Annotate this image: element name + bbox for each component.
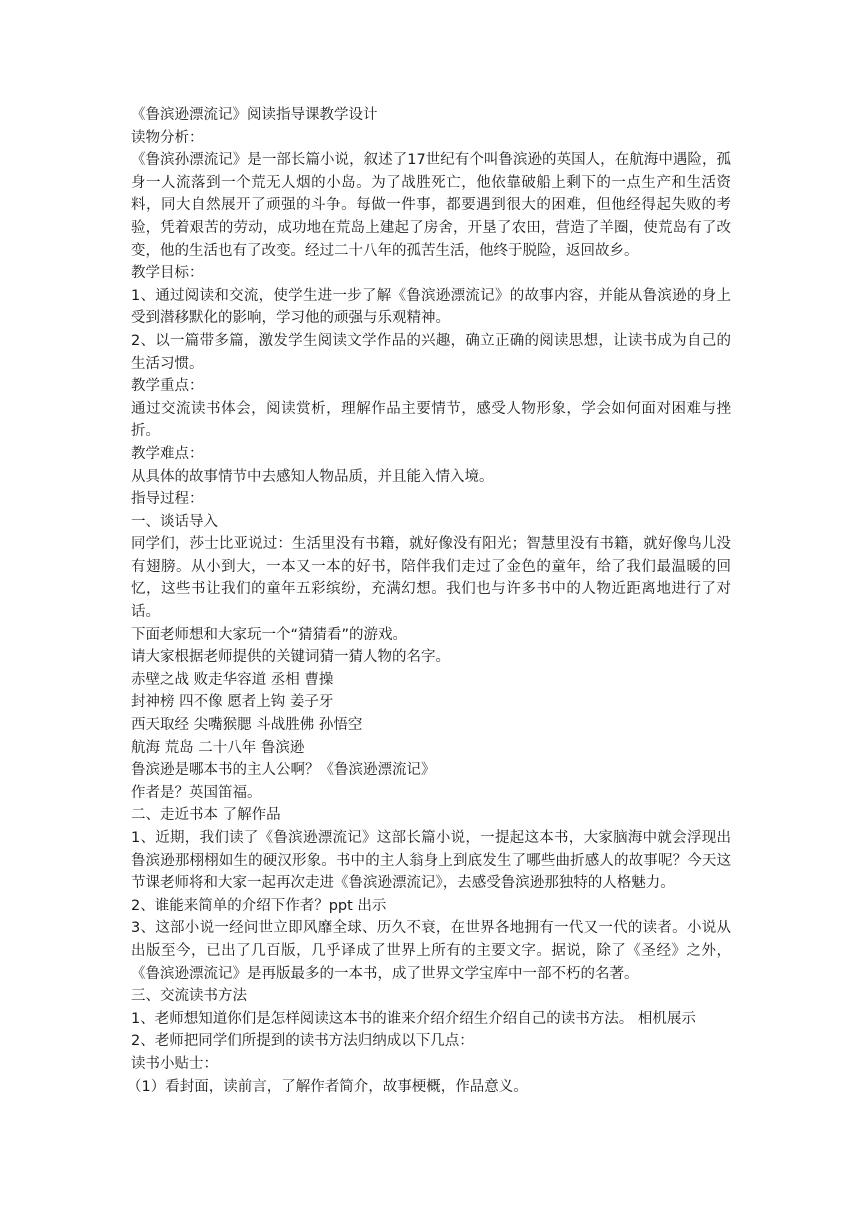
key-points-paragraph: 通过交流读书体会，阅读赏析，理解作品主要情节，感受人物形象，学会如何面对困难与挫折。 [131, 400, 731, 440]
question-line-author: 作者是？英国笛福。 [131, 784, 262, 801]
section-heading-process: 指导过程： [131, 491, 204, 508]
part2-item-3: 3、这部小说一经问世立即风靡全球、历久不衰，在世界各地拥有一代又一代的读者。小说从出版至今，已出了几百版，几乎译成了世界上所有的主要文字。据说，除了《圣经》之外，《鲁滨逊漂流记》是再版最多的一本书，成了世界文学宝库中一部不朽的名著。 [131, 920, 731, 982]
keyword-line-2: 封神榜 四不像 愿者上钩 姜子牙 [131, 694, 334, 711]
section-heading-difficulties: 教学难点： [131, 445, 204, 462]
difficulties-paragraph: 从具体的故事情节中去感知人物品质，并且能入情入境。 [131, 468, 494, 485]
game-intro-line: 下面老师想和大家玩一个“猜猜看”的游戏。 [131, 626, 408, 643]
part-heading-1: 一、谈话导入 [131, 513, 218, 530]
part-heading-2: 二、走近书本 了解作品 [131, 807, 281, 824]
intro-paragraph: 同学们，莎士比亚说过：生活里没有书籍，就好像没有阳光；智慧里没有书籍，就好像鸟儿没有翅膀。从小到大，一本又一本的好书，陪伴我们走过了金色的童年，给了我们最温暖的回忆，这些书让我们的童年五彩缤纷，充满幻想。我们也与许多书中的人物近距离地进行了对话。 [131, 536, 731, 621]
part-heading-3: 三、交流读书方法 [131, 988, 247, 1005]
part2-item-1: 1、近期，我们读了《鲁滨逊漂流记》这部长篇小说，一提起这本书，大家脑海中就会浮现出鲁滨逊那栩栩如生的硬汉形象。书中的主人翁身上到底发生了哪些曲折感人的故事呢？今天这节课老师将和大家一起再次走进《鲁滨逊漂流记》，去感受鲁滨逊那独特的人格魅力。 [131, 830, 731, 892]
part2-item-2: 2、谁能来简单的介绍下作者？ppt 出示 [131, 897, 387, 914]
document-title: 《鲁滨逊漂流记》阅读指导课教学设计 [131, 107, 378, 123]
document-page [127, 104, 731, 1098]
section-heading-analysis: 读物分析： [131, 129, 204, 146]
question-line-book: 鲁滨逊是哪本书的主人公啊？《鲁滨逊漂流记》 [131, 762, 436, 779]
section-heading-key-points: 教学重点： [131, 378, 204, 395]
keyword-line-3: 西天取经 尖嘴猴腮 斗战胜佛 孙悟空 [131, 717, 363, 734]
goal-item-2: 2、以一篇带多篇，激发学生阅读文学作品的兴趣，确立正确的阅读思想，让读书成为自己的生活习惯。 [131, 332, 731, 372]
part3-item-2: 2、老师把同学们所提到的读书方法归纳成以下几点： [131, 1033, 474, 1050]
game-instruction-line: 请大家根据老师提供的关键词猜一猜人物的名字。 [131, 649, 450, 666]
analysis-paragraph: 《鲁滨孙漂流记》是一部长篇小说，叙述了17世纪有个叫鲁滨逊的英国人，在航海中遇险，孤身一人流落到一个荒无人烟的小岛。为了战胜死亡，他依靠破船上剩下的一点生产和生活资料，同大自然展开了顽强的斗争。每做一件事，都要遇到很大的困难，但他经得起失败的考验，凭着艰苦的劳动，成功地在荒岛上建起了房舍，开垦了农田，营造了羊圈，使荒岛有了改变，他的生活也有了改变。经过二十八年的孤苦生活，他终于脱险，返回故乡。 [131, 152, 731, 259]
keyword-line-4: 航海 荒岛 二十八年 鲁滨逊 [131, 739, 305, 756]
section-heading-goals: 教学目标： [131, 265, 204, 282]
keyword-line-1: 赤壁之战 败走华容道 丞相 曹操 [131, 671, 334, 688]
reading-tips-heading: 读书小贴士： [131, 1055, 218, 1072]
part3-item-1: 1、老师想知道你们是怎样阅读这本书的谁来介绍介绍生介绍自己的读书方法。 相机展示 [131, 1010, 696, 1027]
reading-tip-1: （1）看封面，读前言，了解作者简介，故事梗概，作品意义。 [127, 1078, 528, 1095]
goal-item-1: 1、通过阅读和交流，使学生进一步了解《鲁滨逊漂流记》的故事内容，并能从鲁滨逊的身上受到潜移默化的影响，学习他的顽强与乐观精神。 [131, 287, 731, 327]
